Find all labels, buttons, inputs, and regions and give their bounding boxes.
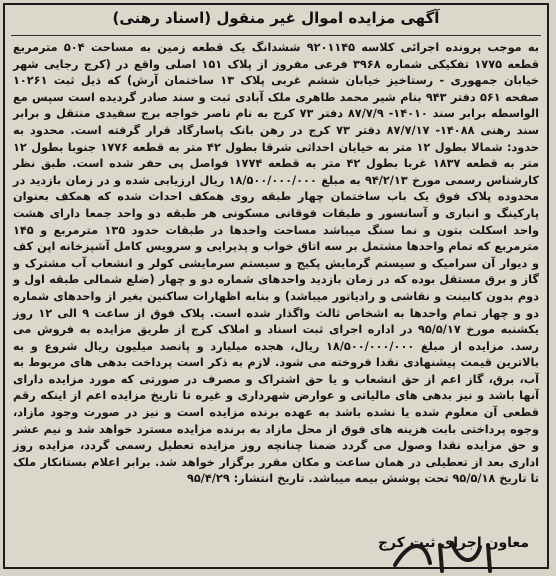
notice-signature: معاون اجرای ثبت کرج: [377, 535, 529, 551]
notice-title: آگهی مزایده اموال غیر منقول (اسناد رهنی): [112, 9, 440, 27]
notice-body: به موجب پرونده اجرائی کلاسه ۹۲۰۱۱۴۵ ششدانگ یک قطعه زمین به مساحت ۵۰۴ مترمربع قطعه ۱۷۷۵ تفکیکی شماره ۳۹۶۸ فرعی مفروز از پلاک ۱۵۱ اصلی واقع در (کرج رجایی شهر خیابان جمهوری - رستاخیز خیابان ششم غربی پلاک ۱۳ ساختمان آرش) که ذیل ثبت ۱۰۲۶۱ صفحه ۵۶۱ دفتر ۹۴۳ بنام شیر محمد طاهری ملک آبادی ثبت و سند صادر گردیده است سپس مع الواسطه برابر سند ۱۴۰۱۰- ۸۷/۷/۹ دفتر ۷۳ کرج به نام ناصر خواجه برج سفیدی منتقل و برابر سند رهنی ۱۴۰۸۸- ۸۷/۷/۱۷ دفتر ۷۳ کرج در رهن بانک پاسارگاد قرار گرفته است. محدود به حدود: شمالا بطول ۱۲ متر به خیابان احداثی شرقا بطول ۴۲ متر به قطعه ۱۷۷۶ جنوبا بطول ۱۲ متر به قطعه ۱۸۳۷ غربا بطول ۴۲ متر به قطعه ۱۷۷۴ فواصل پی حفر شده است. طبق نظر کارشناس رسمی مورخ ۹۴/۲/۱۳ به مبلغ ۱۸/۵۰۰/۰۰۰/۰۰۰ ریال ارزیابی شده و در زمان بازدید در محدوده پلاک فوق یک باب ساختمان چهار طبقه روی همکف احداث شده که همکف بعنوان پارکینگ و انباری و آسانسور و طبقات فوقانی مسکونی هر طبقه دو واحد جمعا دارای هشت واحد اسکلت بتون و نما سنگ میباشد مساحت واحدها در طبقات حدود ۱۳۵ مترمربع و ۱۴۵ مترمربع که تمام واحدها مشتمل بر سه اتاق خواب و پذیرایی و سرویس کامل آشپزخانه اپن کف و دیوار آن سرامیک و سیستم گرمایش پکیج و سیستم سرمایشی کولر و انشعاب آب مشترک و گاز و برق مستقل بوده که در زمان بازدید واحدهای شماره دو و چهار (ضلع شمالی طبقه اول و دوم بدون کابینت و نقاشی و رادیاتور میباشد) و بنابه اظهارات ساکنین بغیر از واحدهای شماره دو و چهار تمام واحدها به اشخاص ثالث واگذار شده است. پلاک فوق از ساعت ۹ الی ۱۲ روز یکشنبه مورخ ۹۵/۵/۱۷ در اداره اجرای ثبت اسناد و املاک کرج از طریق مزایده به فروش می رسد. مزایده از مبلغ ۱۸/۵۰۰/۰۰۰/۰۰۰ ریال، هجده میلیارد و پانصد میلیون ریال شروع و به بالاترین قیمت پیشنهادی نقدا فروخته می شود. لازم به ذکر است پرداخت بدهی های مربوط به آب، برق، گاز اعم از حق انشعاب و یا حق اشتراک و مصرف در صورتی که مورد مزایده دارای آنها باشد و نیز بدهی های مالیاتی و عوارض شهرداری و غیره تا تاریخ مزایده اعم از اینکه رقم قطعی آن معلوم شده یا نشده باشد به عهده برنده مزایده است و نیز در صورت وجود مازاد، وجوه پرداختی بابت هزینه های فوق از محل مازاد به برنده مزایده مسترد خواهد شد و نیم عشر و حق مزایده نقدا وصول می گردد ضمنا چنانچه روز مزایده تعطیل رسمی گردد، مزایده روز اداری بعد از تعطیلی در همان ساعت و مکان مقرر برگزار خواهد شد. برابر اعلام بستانکار ملک تا تاریخ ۹۵/۵/۱۸ تحت پوشش بیمه میباشد. تاریخ انتشار: ۹۵/۴/۲۹: [13, 41, 540, 486]
handwritten-mark-icon: [390, 535, 510, 575]
title-divider: [11, 35, 541, 36]
notice-frame: [3, 3, 549, 569]
